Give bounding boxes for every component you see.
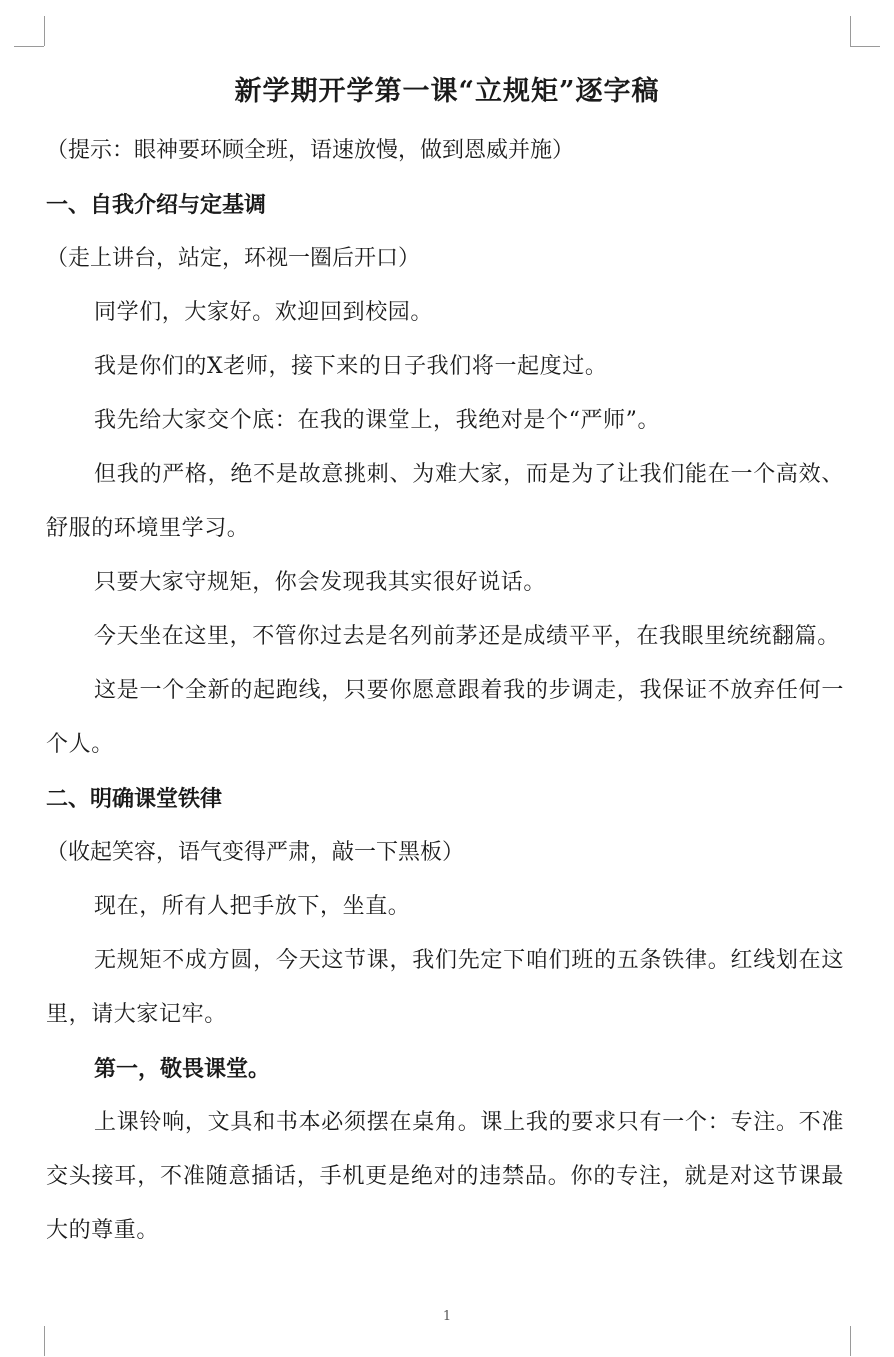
stage-direction-2: （收起笑容，语气变得严肃，敲一下黑板） [46, 840, 465, 865]
document-title: 新学期开学第一课“立规矩”逐字稿 [234, 76, 660, 107]
paragraph: 但我的严格，绝不是故意挑刺、为难大家，而是为了让我们能在一个高效、舒服的环境里学习。 [46, 462, 844, 541]
rule-1-title: 第一，敬畏课堂。 [94, 1056, 271, 1082]
stage-direction-1: （走上讲台，站定，环视一圈后开口） [46, 246, 421, 271]
rule-1-text: 上课铃响，文具和书本必须摆在桌角。课上我的要求只有一个：专注。不准交头接耳，不准随意插话，手机更是绝对的违禁品。你的专注，就是对这节课最大的尊重。 [46, 1110, 844, 1243]
page-number: 1 [442, 1309, 452, 1324]
paragraph: 这是一个全新的起跑线，只要你愿意跟着我的步调走，我保证不放弃任何一个人。 [46, 678, 844, 757]
paragraph: 现在，所有人把手放下，坐直。 [94, 894, 411, 919]
paragraph: 我是你们的X老师，接下来的日子我们将一起度过。 [94, 354, 608, 379]
section-heading-1: 一、自我介绍与定基调 [46, 192, 267, 218]
crop-mark-bottom-left-v [44, 1326, 45, 1356]
crop-mark-top-left-h [14, 46, 44, 47]
paragraph: 同学们，大家好。欢迎回到校园。 [94, 300, 434, 325]
paragraph: 只要大家守规矩，你会发现我其实很好说话。 [94, 570, 547, 595]
paragraph: 我先给大家交个底：在我的课堂上，我绝对是个“严师”。 [94, 408, 661, 433]
paragraph: 今天坐在这里，不管你过去是名列前茅还是成绩平平，在我眼里统统翻篇。 [94, 624, 840, 649]
paragraph: 无规矩不成方圆，今天这节课，我们先定下咱们班的五条铁律。红线划在这里，请大家记牢。 [46, 948, 844, 1027]
crop-mark-top-left-v [44, 16, 45, 46]
section-heading-2: 二、明确课堂铁律 [46, 786, 223, 812]
crop-mark-top-right-h [850, 46, 880, 47]
crop-mark-top-right-v [850, 16, 851, 46]
document-body [46, 124, 844, 1258]
crop-mark-bottom-right-v [850, 1326, 851, 1356]
tip-note: （提示：眼神要环顾全班，语速放慢，做到恩威并施） [46, 138, 575, 163]
